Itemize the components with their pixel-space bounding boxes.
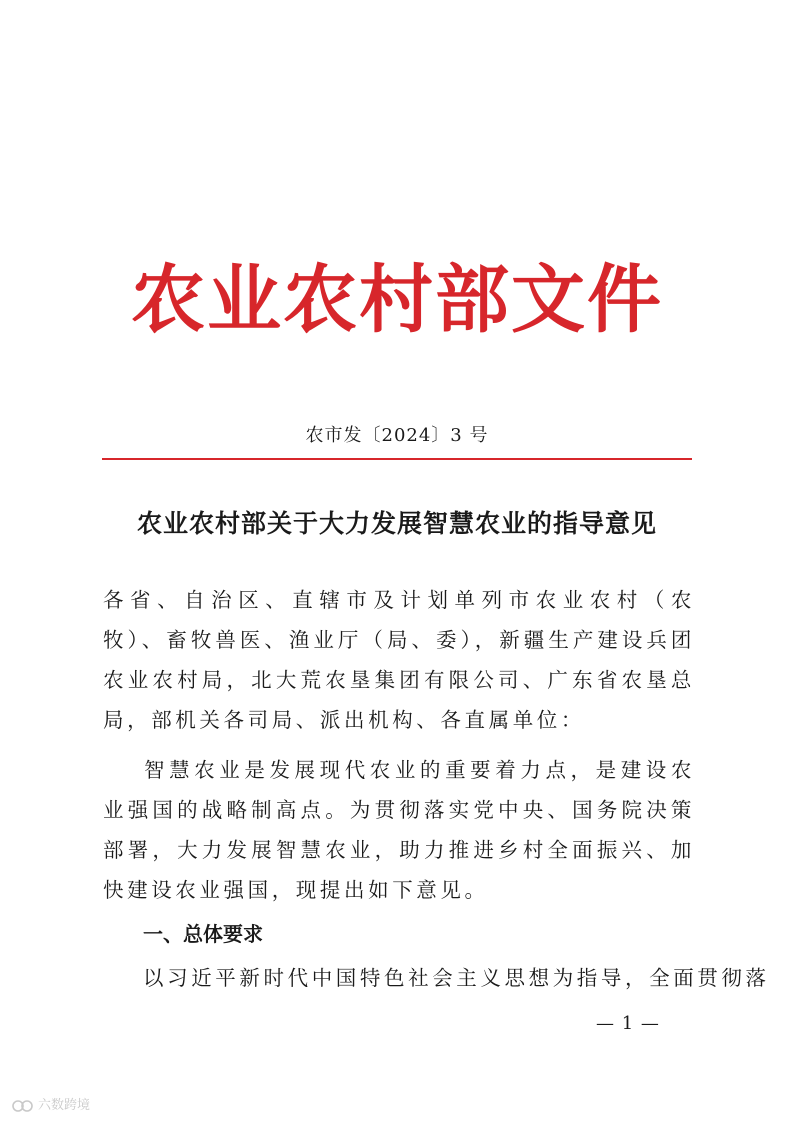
section-body-first-line: 以习近平新时代中国特色社会主义思想为指导，全面贯彻落 [143, 966, 770, 990]
watermark-text: 六数跨境 [38, 1098, 91, 1113]
watermark-logo-icon [12, 1099, 34, 1113]
issuer-header-title: 农业农村部文件 [131, 257, 663, 343]
red-divider-line [102, 458, 692, 460]
intro-paragraph: 智慧农业是发展现代农业的重要着力点，是建设农业强国的战略制高点。为贯彻落实党中央、国务院决策部署，大力发展智慧农业，助力推进乡村全面振兴、加快建设农业强国，现提出如下意见。 [103, 758, 695, 902]
watermark [12, 1097, 90, 1115]
document-number: 农市发〔2024〕3 号 [305, 425, 489, 446]
addressees-paragraph: 各省、自治区、直辖市及计划单列市农业农村（农牧）、畜牧兽医、渔业厅（局、委），新疆生产建设兵团农业农村局，北大荒农垦集团有限公司、广东省农垦总局，部机关各司局、派出机构、各直属单位： [103, 588, 695, 732]
document-title: 农业农村部关于大力发展智慧农业的指导意见 [136, 509, 657, 538]
section-heading: 一、总体要求 [143, 922, 263, 946]
page-number: — 1 — [596, 1013, 660, 1034]
